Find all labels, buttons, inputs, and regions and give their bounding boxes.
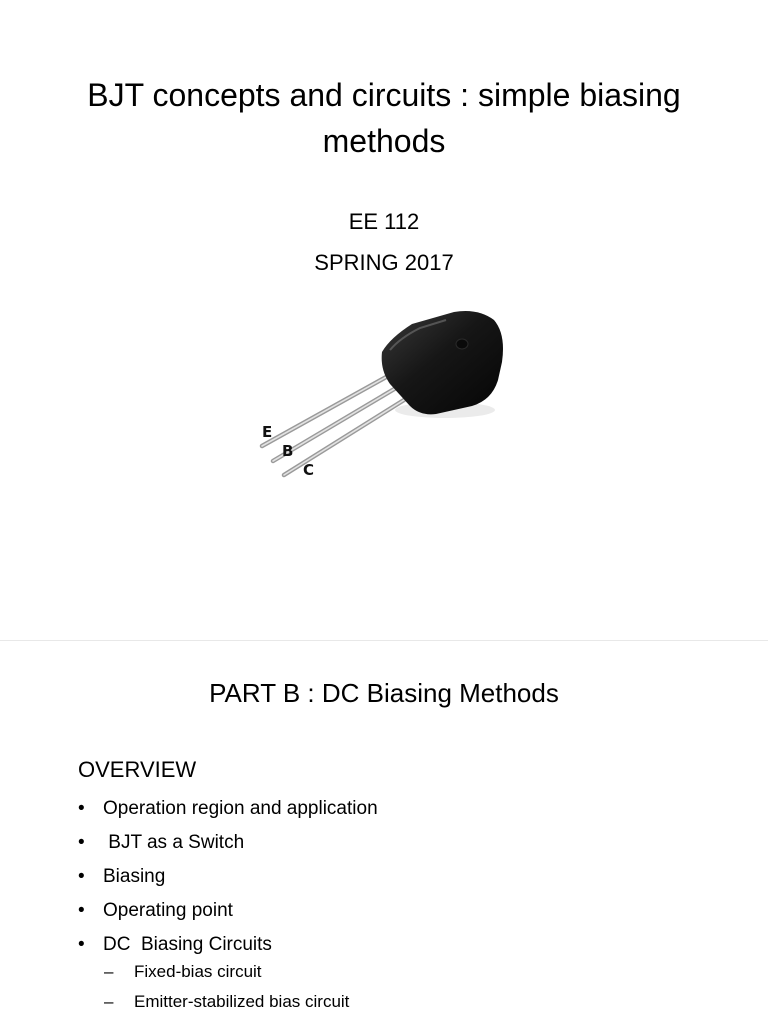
list-item-text: DC Biasing Circuits: [103, 934, 272, 955]
list-item-text: BJT as a Switch: [103, 832, 245, 853]
part-title: PART B : DC Biasing Methods: [209, 678, 559, 708]
sub-list-item: [104, 957, 349, 987]
emitter-label: E: [262, 423, 273, 441]
list-item: [78, 894, 378, 928]
sub-list-item-text: Emitter-stabilized bias circuit: [134, 992, 350, 1011]
list-item-text: Operation region and application: [103, 798, 378, 819]
transistor-leads: [262, 376, 404, 475]
dash-icon: –: [104, 992, 114, 1011]
bullet-icon: •: [78, 832, 85, 853]
list-item-text: Operating point: [103, 900, 233, 921]
list-item: [78, 860, 378, 894]
bullet-icon: •: [78, 866, 85, 887]
base-label: B: [282, 442, 294, 460]
sub-bullet-list: [104, 957, 349, 1017]
bullet-icon: •: [78, 900, 85, 921]
slide-2: [0, 641, 768, 1024]
sub-list-item: [104, 987, 349, 1017]
list-item: [78, 792, 378, 826]
collector-label: C: [303, 461, 315, 479]
list-item-text: Biasing: [103, 866, 166, 887]
dash-icon: –: [104, 962, 114, 981]
transistor-body: [382, 311, 503, 414]
sub-list-item-text: Fixed-bias circuit: [134, 962, 262, 981]
list-item: [78, 826, 378, 860]
slide-title: BJT concepts and circuits : simple biasing methods: [87, 77, 681, 159]
term: SPRING 2017: [314, 250, 454, 275]
course-code: EE 112: [348, 209, 420, 234]
bullet-icon: •: [78, 934, 85, 955]
overview-heading: OVERVIEW: [78, 757, 197, 782]
transistor-photo: [240, 298, 520, 498]
bullet-icon: •: [78, 798, 85, 819]
bullet-list: [78, 792, 378, 962]
